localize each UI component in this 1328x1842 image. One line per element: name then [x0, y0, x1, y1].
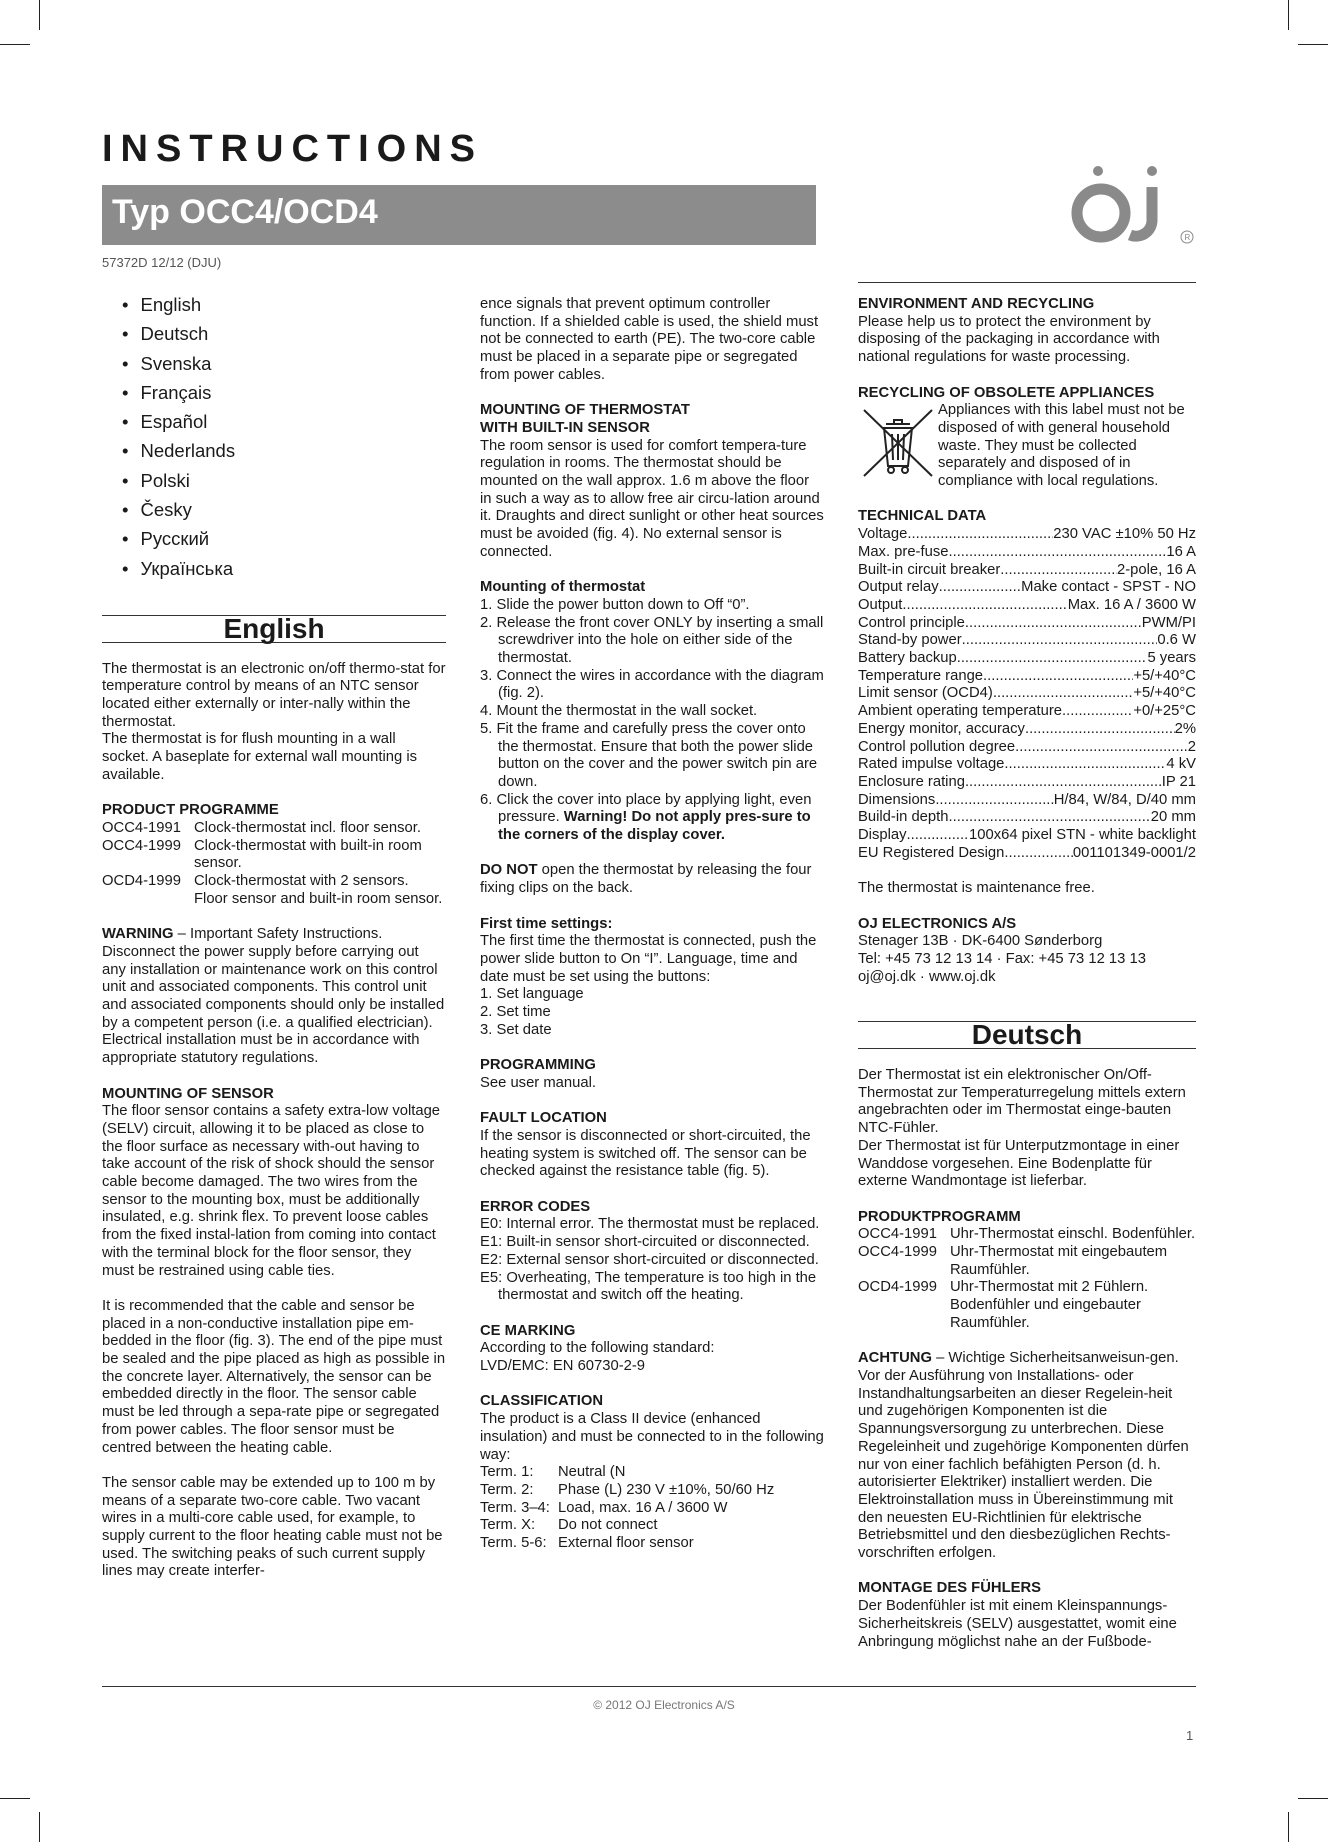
section-title: MOUNTING OF THERMOSTAT — [480, 402, 690, 419]
table-row: Display ..... 100x64 pixel STN - white backlight — [858, 827, 1196, 845]
list-item: • English — [102, 290, 446, 319]
section-title: ENVIRONMENT AND RECYCLING — [858, 296, 1095, 312]
table-row: Control pollution degree ..... 2 — [858, 739, 1196, 757]
list-item: • Česky — [102, 495, 446, 524]
table-row: EU Registered Design ..... 001101349-0001/2 — [858, 845, 1196, 863]
table-row: Dimensions ..... H/84, W/84, D/40 mm — [858, 792, 1196, 810]
section-title: OJ ELECTRONICS A/S — [858, 915, 1017, 932]
table-row: Voltage ..... 230 VAC ±10% 50 Hz — [858, 526, 1196, 544]
crop-mark — [39, 1812, 40, 1842]
paragraph: LVD/EMC: EN 60730-2-9 — [480, 1358, 646, 1375]
table-row: Max. pre-fuse ..... 16 A — [858, 544, 1196, 562]
section-title: MONTAGE DES FÜHLERS — [858, 1580, 1042, 1597]
footer-divider — [102, 1686, 1196, 1687]
column-3 — [858, 296, 1196, 1669]
list-item: • Français — [102, 378, 446, 407]
section-title: CLASSIFICATION — [480, 1393, 604, 1410]
section-title: CE MARKING — [480, 1322, 576, 1339]
section-title: TECHNICAL DATA — [858, 508, 987, 525]
paragraph: See user manual. — [480, 1074, 596, 1091]
paragraph: The thermostat is maintenance free. — [858, 880, 1095, 897]
language-list — [102, 290, 446, 583]
warning-label: WARNING — [102, 926, 174, 943]
table-row: Term. 2: Phase (L) 230 V ±10%, 50/60 Hz — [480, 1481, 775, 1498]
mounting-steps — [480, 597, 824, 845]
crop-mark — [1298, 1798, 1328, 1799]
paragraph: Der Bodenfühler ist mit einem Kleinspannungs-Sicherheitskreis (SELV) ausgestattet, womit eine Anbringung möglichst nahe an der Fußbode- — [858, 1598, 1177, 1650]
list-item: 2. Set time — [480, 1004, 551, 1021]
table-row: Ambient operating temperature ..... +0/+25°C — [858, 703, 1196, 721]
list-item: E5: Overheating, The temperature is too high in the thermostat and switch off the heating. — [480, 1269, 817, 1304]
warning-paragraph: WARNING – Important Safety Instructions. Disconnect the power supply before carrying out any installation or maintenance work on this control unit and associated components. This control unit and associated components should only be installed by a competent person (i.e. a qualified electrician). Electrical installation must be in accordance with appropriate statutory regulations. — [102, 926, 445, 1067]
table-row: Temperature range ..... +5/+40°C — [858, 668, 1196, 686]
table-row: Term. 1: Neutral (N — [480, 1464, 626, 1481]
crop-mark — [0, 1798, 30, 1799]
technical-data-table — [858, 526, 1196, 862]
list-item: • Nederlands — [102, 436, 446, 465]
paragraph: ence signals that prevent optimum controller function. If a shielded cable is used, the shield must not be connected to earth (PE). The two-core cable must be placed in a separate pipe or segregated from power cables. — [480, 296, 819, 383]
error-codes — [480, 1216, 824, 1305]
recycle-block — [858, 402, 1196, 491]
list-item: • Deutsch — [102, 319, 446, 348]
list-item: 1. Set language — [480, 986, 584, 1003]
table-row: OCD4-1999 Uhr-Thermostat mit 2 Fühlern. Bodenfühler und eingebauter Raumfühler. — [858, 1279, 1149, 1331]
table-row: Term. X: Do not connect — [480, 1517, 658, 1534]
section-title: ERROR CODES — [480, 1198, 591, 1215]
company-web: oj@oj.dk · www.oj.dk — [858, 968, 996, 985]
page-title: INSTRUCTIONS — [102, 128, 483, 170]
paragraph: Please help us to protect the environment by disposing of the packaging in accordance with national regulations for waste processing. — [858, 313, 1160, 366]
list-item: 6. Click the cover into place by applying light, even pressure. Warning! Do not apply pres-sure to the corners of the display cover. — [480, 791, 812, 844]
list-item: E1: Built-in sensor short-circuited or disconnected. — [480, 1234, 810, 1251]
paragraph — [102, 661, 446, 785]
paragraph: The floor sensor contains a safety extra-low voltage (SELV) circuit, allowing it to be placed as close to the floor surface as necessary with-out having to take account of the risk of shock should the sensor cable become damaged. The two wires from the sensor to the mounting box, must be additionally insulated, e.g. shrink flex. To prevent loose cables from the fixed instal-lation from coming into contact with the terminal block for the floor sensor, they must be restrained using cable ties. — [102, 1103, 441, 1279]
list-item: 4. Mount the thermostat in the wall socket. — [480, 703, 758, 720]
crop-mark — [1288, 1812, 1289, 1842]
table-row: Term. 3–4: Load, max. 16 A / 3600 W — [480, 1499, 728, 1516]
table-row: Limit sensor (OCD4) ..... +5/+40°C — [858, 685, 1196, 703]
table-row: OCC4-1999 Uhr-Thermostat mit eingebautem Raumfühler. — [858, 1244, 1168, 1278]
list-item: 2. Release the front cover ONLY by inserting a small screwdriver into the hole on either side of the thermostat. — [480, 614, 824, 667]
copyright: © 2012 OJ Electronics A/S — [593, 1698, 735, 1712]
crop-mark — [1298, 44, 1328, 45]
type-banner — [102, 185, 816, 245]
list-item: • Svenska — [102, 349, 446, 378]
section-title: WITH BUILT-IN SENSOR — [480, 419, 650, 436]
list-item: E2: External sensor short-circuited or disconnected. — [480, 1251, 819, 1268]
table-row: Built-in circuit breaker ..... 2-pole, 16 A — [858, 562, 1196, 580]
table-row: Battery backup ..... 5 years — [858, 650, 1196, 668]
paragraph: The sensor cable may be extended up to 100 m by means of a separate two-core cable. Two vacant wires in a multi-core cable used, for example, to supply current to the floor heating cable must not be used. The switching peaks of such current supply lines may create interfer- — [102, 1474, 443, 1580]
table-row: Rated impulse voltage ..... 4 kV — [858, 756, 1196, 774]
paragraph: It is recommended that the cable and sensor be placed in a non-conductive installation pipe em-bedded in the floor (fig. 3). The end of the pipe must be sealed and the pipe placed as high as possible in the concrete layer. Alternatively, the sensor can be embedded directly in the floor. The sensor cable must be led through a sepa-rate pipe or segregated from power cables. The floor sensor must be centred between the heating cable. — [102, 1297, 446, 1456]
table-row: Output ..... Max. 16 A / 3600 W — [858, 597, 1196, 615]
first-time-steps — [480, 986, 824, 1039]
column-1 — [102, 290, 446, 1599]
crossed-bin-icon — [858, 402, 938, 482]
table-row: Energy monitor, accuracy ..... 2% — [858, 721, 1196, 739]
paragraph: The room sensor is used for comfort tempera-ture regulation in rooms. The thermostat should be mounted on the wall approx. 1.6 m above the floor in such a way as to allow free air circu-lation around it. Draughts and direct sunlight or other heat sources must be avoided (fig. 4). No external sensor is connected. — [480, 437, 824, 560]
crop-mark — [39, 0, 40, 30]
intro-text: The thermostat is for flush mounting in a wall socket. A baseplate for external wall mounting is available. — [102, 731, 418, 783]
crop-mark — [1288, 0, 1289, 30]
svg-text:R: R — [1184, 233, 1191, 242]
recycle-text: Appliances with this label must not be disposed of with general household waste. They must be collected separately and disposed of in compliance with local regulations. — [938, 402, 1185, 490]
paragraph: The product is a Class II device (enhanced insulation) and must be connected to in the following way: — [480, 1411, 824, 1463]
company-address: Stenager 13B · DK-6400 Sønderborg — [858, 933, 1103, 950]
list-item: • Polski — [102, 466, 446, 495]
table-row: OCC4-1999 Clock-thermostat with built-in room sensor. — [102, 837, 422, 872]
section-title: RECYCLING OF OBSOLETE APPLIANCES — [858, 384, 1155, 401]
section-title: Mounting of thermostat — [480, 579, 646, 596]
table-row: Stand-by power ..... 0.6 W — [858, 632, 1196, 650]
section-heading-deutsch: Deutsch — [858, 1021, 1196, 1049]
table-row: Build-in depth ..... 20 mm — [858, 809, 1196, 827]
type-label: Typ OCC4/OCD4 — [112, 193, 378, 231]
list-item: 1. Slide the power button down to Off “0”. — [480, 596, 750, 613]
list-item: • Русский — [102, 524, 446, 553]
paragraph: DO NOT open the thermostat by releasing the four fixing clips on the back. — [480, 862, 812, 897]
table-row: OCC4-1991 Uhr-Thermostat einschl. Bodenfühler. — [858, 1226, 1196, 1243]
section-title: First time settings: — [480, 915, 613, 932]
table-row: Output relay ..... Make contact - SPST - NO — [858, 579, 1196, 597]
list-item: • Español — [102, 407, 446, 436]
section-title: MOUNTING OF SENSOR — [102, 1085, 274, 1102]
table-row: Control principle ..... PWM/PI — [858, 615, 1196, 633]
table-row: OCD4-1999 Clock-thermostat with 2 sensors. Floor sensor and built-in room sensor. — [102, 873, 443, 907]
list-item: 3. Connect the wires in accordance with the diagram (fig. 2). — [480, 667, 824, 702]
header-divider — [858, 282, 1196, 283]
section-title: PRODUCT PROGRAMME — [102, 802, 279, 819]
paragraph: Der Thermostat ist ein elektronischer On/Off-Thermostat zur Temperaturregelung mittels extern angebrachten oder im Thermostat einge-bauten NTC-Fühler. Der Thermostat ist für Unterputzmontage in einer Wanddose vorgesehen. Eine Bodenplatte für externe Wandmontage ist lieferbar. — [858, 1067, 1186, 1190]
section-title: PRODUKTPROGRAMM — [858, 1208, 1021, 1225]
paragraph: According to the following standard: — [480, 1340, 715, 1357]
doc-reference: 57372D 12/12 (DJU) — [102, 255, 222, 270]
table-row: Term. 5-6: External floor sensor — [480, 1535, 694, 1552]
company-phone: Tel: +45 73 12 13 14 · Fax: +45 73 12 13 13 — [858, 950, 1146, 967]
table-row: Enclosure rating ..... IP 21 — [858, 774, 1196, 792]
section-title: FAULT LOCATION — [480, 1110, 607, 1127]
column-2 — [480, 296, 824, 1553]
list-item: E0: Internal error. The thermostat must be replaced. — [480, 1216, 820, 1233]
crop-mark — [0, 44, 30, 45]
paragraph: If the sensor is disconnected or short-circuited, the heating system is switched off. The sensor can be checked against the resistance table (fig. 5). — [480, 1127, 811, 1180]
table-row: OCC4-1991 Clock-thermostat incl. floor sensor. — [102, 819, 421, 836]
list-item: • Українська — [102, 554, 446, 583]
oj-logo-icon — [1068, 165, 1198, 250]
list-item: 3. Set date — [480, 1021, 552, 1038]
list-item: 5. Fit the frame and carefully press the cover onto the thermostat. Ensure that both the power slide button on the cover and the power switch pin are down. — [480, 720, 818, 790]
page-number: 1 — [1186, 1728, 1194, 1743]
section-heading-english: English — [102, 615, 446, 643]
paragraph: The first time the thermostat is connected, push the power slide button to On “I”. Language, time and date must be set using the buttons: — [480, 933, 817, 985]
warning-paragraph: ACHTUNG – Wichtige Sicherheitsanweisun-gen. Vor der Ausführung von Installations- oder Instandhaltungsarbeiten an dieser Regelein-heit und zugehörigen Komponenten ist die Spannungsversorgung zu unterbrechen. Diese Regeleinheit und zugehörige Komponenten dürfen nur von einer fachlich befähigten Person (d. h. autorisierter Elektriker) installiert werden. Die Elektroinstallation muss in Übereinstimmung mit den neuesten EU-Richtlinien für elektrische Betriebsmittel und den diesbezüglichen Rechts-vorschriften erfolgen. — [858, 1350, 1189, 1562]
intro-text: The thermostat is an electronic on/off thermo-stat for temperature control by means of an NTC sensor located either externally or inter-nally within the thermostat. — [102, 660, 446, 730]
section-title: PROGRAMMING — [480, 1057, 596, 1074]
